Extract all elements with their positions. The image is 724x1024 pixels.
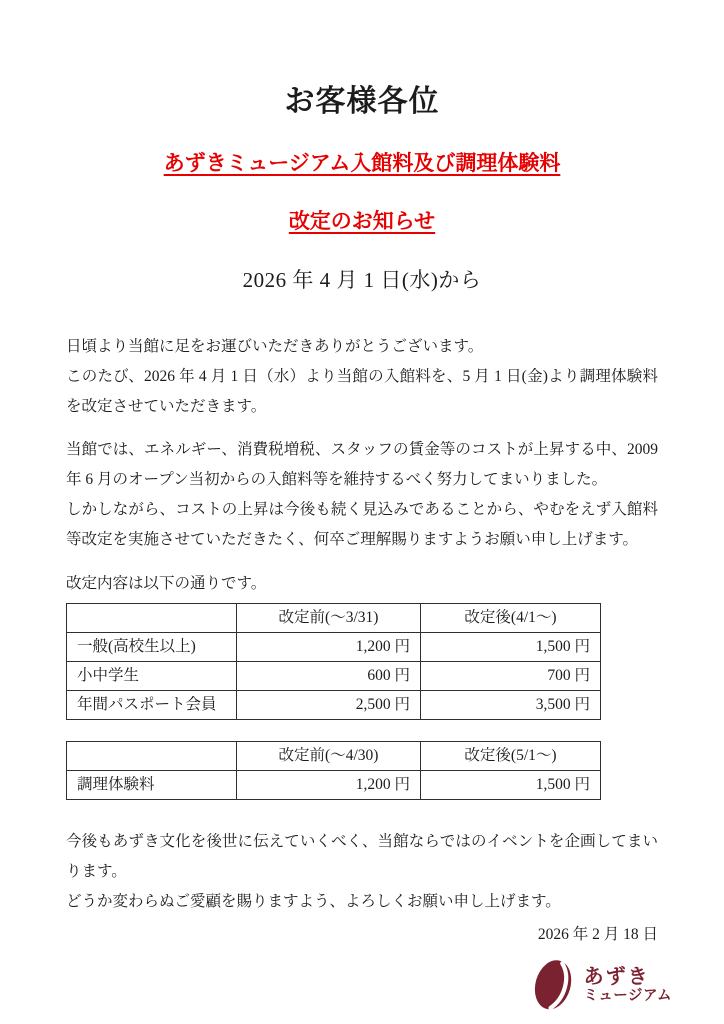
azuki-bean-icon <box>529 954 579 1016</box>
greeting-line: 日頃より当館に足をお運びいただきありがとうございます。 <box>66 338 484 355</box>
logo-text <box>584 966 672 1005</box>
admission-row-passport-before: 2,500 円 <box>237 691 421 720</box>
cooking-row-before: 1,200 円 <box>237 771 421 800</box>
admission-row-adult-after: 1,500 円 <box>421 633 601 662</box>
admission-table-header-row <box>67 604 601 633</box>
background-line-1: 当館では、エネルギー、消費税増税、スタッフの賃金等のコストが上昇する中、2009 年 6 月のオープン当初からの入館料等を維持するべく努力してまいりました。 <box>66 441 658 488</box>
issue-date: 2026 年 2 月 18 日 <box>537 926 658 943</box>
cooking-row-label: 調理体験料 <box>67 771 237 800</box>
cooking-header-before: 改定前(～4/30) <box>237 742 421 771</box>
table-row <box>67 633 601 662</box>
cooking-row-after: 1,500 円 <box>421 771 601 800</box>
cooking-header-after: 改定後(5/1～) <box>421 742 601 771</box>
admission-header-after: 改定後(4/1～) <box>421 604 601 633</box>
cooking-header-empty <box>67 742 237 771</box>
effective-date: 2026 年 4 月 1 日(水)から <box>242 268 482 292</box>
logo-name-line1: あずき <box>583 965 650 988</box>
announcement-line: このたび、2026 年 4 月 1 日（水）より当館の入館料を、5 月 1 日(金)より調理体験料を改定させていただきます。 <box>66 368 658 415</box>
recipient-heading: お客様各位 <box>284 85 440 118</box>
admission-row-student-before: 600 円 <box>237 662 421 691</box>
museum-logo <box>0 954 672 1016</box>
admission-row-passport-after: 3,500 円 <box>421 691 601 720</box>
admission-row-passport-label: 年間パスポート会員 <box>67 691 237 720</box>
admission-header-before: 改定前(～3/31) <box>237 604 421 633</box>
background-paragraph <box>66 435 658 555</box>
cooking-fee-table <box>66 741 601 800</box>
closing-line-1: 今後もあずき文化を後世に伝えていくべく、当館ならではのイベントを企画してまいります。 <box>66 833 658 880</box>
notice-title-line2: 改定のお知らせ <box>288 209 436 233</box>
admission-row-student-label: 小中学生 <box>67 662 237 691</box>
greeting-paragraph <box>66 332 658 422</box>
admission-row-adult-label: 一般(高校生以上) <box>67 633 237 662</box>
admission-row-student-after: 700 円 <box>421 662 601 691</box>
admission-fee-table <box>66 603 601 720</box>
closing-paragraph <box>66 827 658 917</box>
table-row <box>67 691 601 720</box>
notice-title-line1: あずきミュージアム入館料及び調理体験料 <box>163 151 561 175</box>
background-line-2: しかしながら、コストの上昇は今後も続く見込みであることから、やむをえず入館料等改定を実施させていただきたく、何卒ご理解賜りますようお願い申し上げます。 <box>66 501 658 548</box>
admission-row-adult-before: 1,200 円 <box>237 633 421 662</box>
table-row <box>67 662 601 691</box>
admission-header-empty <box>67 604 237 633</box>
cooking-table-header-row <box>67 742 601 771</box>
logo-name-line2: ミュージアム <box>583 988 672 1005</box>
table-intro: 改定内容は以下の通りです。 <box>66 575 267 592</box>
closing-line-2: どうか変わらぬご愛顧を賜りますよう、よろしくお願い申し上げます。 <box>66 893 561 910</box>
table-row <box>67 771 601 800</box>
